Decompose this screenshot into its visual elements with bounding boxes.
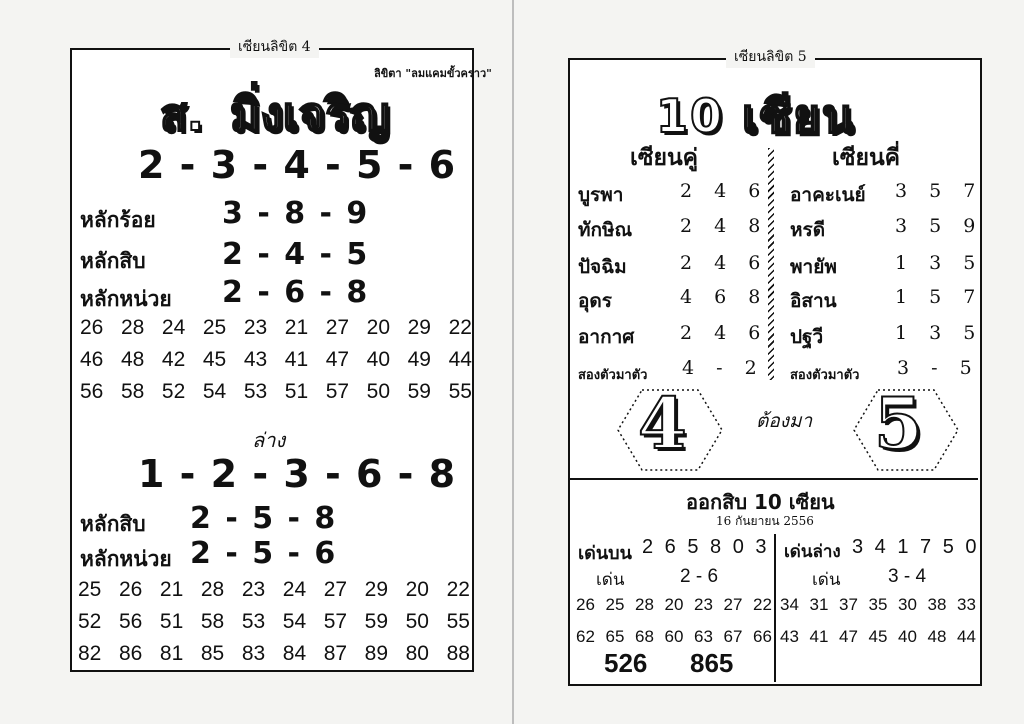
right-title: 10 เซียน — [656, 89, 856, 143]
lower-row-units-value: 2 - 5 - 6 — [190, 536, 338, 571]
grid-cell: 66 — [753, 627, 772, 646]
odd-row-name: หรดี — [790, 219, 826, 241]
grid-cell: 41 — [284, 348, 309, 371]
summary-date: 16 กันยายน 2556 — [716, 514, 814, 528]
lower-row-units-label: หลักหน่วย — [80, 547, 172, 571]
grid-cell: 29 — [364, 578, 389, 601]
pair-left-values: 4 - 2 — [682, 357, 765, 379]
grid-cell: 20 — [366, 316, 391, 339]
odd-row-values: 3 5 7 — [895, 180, 984, 202]
grid-cell: 89 — [364, 642, 389, 665]
summary-right-grid — [780, 590, 976, 652]
even-row-values: 4 6 8 — [680, 286, 769, 308]
grid-cell: 49 — [407, 348, 431, 371]
odd-row-values: 1 5 7 — [895, 286, 984, 308]
odd-header: เซียนคี่ — [832, 145, 901, 171]
upper-row-tens-value: 2 - 4 - 5 — [222, 237, 370, 272]
grid-cell: 43 — [243, 348, 268, 371]
grid-cell: 56 — [80, 380, 104, 403]
grid-cell: 53 — [243, 380, 268, 403]
grid-cell: 54 — [202, 380, 227, 403]
grid-cell: 28 — [635, 595, 654, 614]
upper-main-sequence: 2 - 3 - 4 - 5 - 6 — [138, 143, 457, 187]
summary-title: ออกสิบ 10 เซียน — [686, 490, 835, 514]
grid-cell: 82 — [78, 642, 102, 665]
summary-vertical-rule — [774, 534, 776, 682]
odd-row-name: พายัพ — [790, 256, 837, 278]
odd-row-values: 1 3 5 — [895, 322, 984, 344]
grid-cell: 83 — [241, 642, 266, 665]
grid-cell: 43 — [780, 627, 799, 646]
odd-row-values: 1 3 5 — [895, 252, 984, 274]
grid-cell: 44 — [448, 348, 472, 371]
grid-cell: 47 — [839, 627, 858, 646]
grid-cell: 26 — [80, 316, 104, 339]
bottom-digits: 3 4 1 7 5 0 — [852, 536, 980, 558]
must-come-label: ต้องมา — [756, 410, 813, 432]
grid-cell: 63 — [694, 627, 713, 646]
grid-cell: 57 — [325, 380, 350, 403]
even-row-values: 2 4 6 — [680, 180, 769, 202]
grid-cell: 56 — [118, 610, 143, 633]
grid-cell: 50 — [405, 610, 429, 633]
grid-cell: 29 — [407, 316, 431, 339]
top-digits: 2 6 5 8 0 3 — [642, 536, 770, 558]
grid-cell: 24 — [282, 578, 307, 601]
grid-cell: 20 — [664, 595, 684, 614]
grid-cell: 53 — [241, 610, 266, 633]
grid-cell: 48 — [120, 348, 145, 371]
grid-cell: 59 — [364, 610, 389, 633]
summary-top-rule — [570, 478, 978, 480]
upper-row-units-value: 2 - 6 - 8 — [222, 275, 370, 310]
grid-cell: 30 — [898, 595, 917, 614]
upper-row-tens-label: หลักสิบ — [80, 249, 146, 273]
bottom-pick-value: 3 - 4 — [888, 566, 927, 587]
grid-cell: 87 — [323, 642, 348, 665]
grid-cell: 23 — [694, 595, 713, 614]
bottom-pick-label: เด่น — [812, 570, 841, 590]
grid-cell: 60 — [664, 627, 684, 646]
grid-cell: 22 — [753, 595, 772, 614]
grid-cell: 51 — [284, 380, 309, 403]
top-pick-label: เด่น — [596, 570, 625, 590]
even-row-values: 2 4 6 — [680, 322, 769, 344]
even-row-values: 2 4 6 — [680, 252, 769, 274]
odd-row-name: อิสาน — [790, 290, 837, 312]
grid-cell: 25 — [605, 595, 625, 614]
grid-row — [780, 590, 976, 620]
grid-cell: 27 — [323, 578, 348, 601]
grid-cell: 81 — [159, 642, 184, 665]
grid-row — [78, 638, 470, 670]
grid-cell: 45 — [868, 627, 888, 646]
grid-cell: 40 — [366, 348, 391, 371]
grid-cell: 62 — [576, 627, 595, 646]
odd-row-name: ปฐวี — [790, 326, 824, 348]
grid-cell: 20 — [405, 578, 429, 601]
hex-left-number: 4 — [638, 382, 687, 465]
grid-cell: 38 — [927, 595, 947, 614]
grid-row — [78, 574, 470, 606]
grid-row — [80, 376, 472, 408]
grid-cell: 85 — [200, 642, 225, 665]
grid-cell: 55 — [446, 610, 470, 633]
grid-cell: 22 — [448, 316, 472, 339]
grid-cell: 25 — [78, 578, 102, 601]
bottom-label: เด่นล่าง — [784, 542, 841, 562]
grid-row — [80, 312, 472, 344]
grid-cell: 57 — [323, 610, 348, 633]
grid-cell: 48 — [927, 627, 947, 646]
triple-number: 865 — [690, 648, 734, 678]
grid-cell: 47 — [325, 348, 350, 371]
pair-right-values: 3 - 5 — [897, 357, 980, 379]
summary-left-grid — [576, 590, 772, 652]
grid-cell: 26 — [118, 578, 143, 601]
grid-cell: 34 — [780, 595, 799, 614]
grid-cell: 44 — [957, 627, 976, 646]
grid-cell: 52 — [161, 380, 186, 403]
even-row-name: ทักษิณ — [578, 219, 633, 241]
grid-cell: 31 — [809, 595, 829, 614]
lower-number-grid — [78, 574, 470, 670]
grid-cell: 41 — [809, 627, 829, 646]
page-divider — [512, 0, 514, 724]
grid-cell: 50 — [366, 380, 391, 403]
grid-cell: 65 — [605, 627, 625, 646]
pair-label-right: สองตัวมาตัว — [790, 368, 860, 383]
grid-cell: 68 — [635, 627, 654, 646]
grid-cell: 51 — [159, 610, 184, 633]
upper-row-hundreds-value: 3 - 8 - 9 — [222, 196, 370, 231]
grid-cell: 46 — [80, 348, 104, 371]
top-label: เด่นบน — [578, 543, 632, 564]
grid-cell: 21 — [284, 316, 309, 339]
grid-cell: 22 — [446, 578, 470, 601]
grid-row — [78, 606, 470, 638]
upper-row-units-label: หลักหน่วย — [80, 287, 172, 311]
grid-cell: 21 — [159, 578, 184, 601]
grid-cell: 45 — [202, 348, 227, 371]
lower-section-label: ล่าง — [252, 428, 286, 452]
grid-cell: 40 — [898, 627, 917, 646]
grid-cell: 58 — [200, 610, 225, 633]
even-row-name: อากาศ — [578, 326, 635, 348]
grid-cell: 25 — [202, 316, 227, 339]
hex-right-number: 5 — [874, 382, 923, 465]
even-row-name: บูรพา — [578, 184, 624, 206]
odd-row-values: 3 5 9 — [895, 215, 984, 237]
right-page-label: เซียนลิขิต 5 — [726, 46, 815, 68]
column-divider — [768, 148, 774, 380]
lower-row-tens-label: หลักสิบ — [80, 512, 146, 536]
grid-cell: 52 — [78, 610, 102, 633]
grid-cell: 55 — [448, 380, 472, 403]
grid-cell: 58 — [120, 380, 145, 403]
grid-cell: 54 — [282, 610, 307, 633]
title-prefix: ส. — [160, 90, 204, 141]
grid-row — [80, 344, 472, 376]
grid-cell: 24 — [161, 316, 186, 339]
upper-row-hundreds-label: หลักร้อย — [80, 208, 156, 232]
upper-number-grid — [80, 312, 472, 408]
pair-label-left: สองตัวมาตัว — [578, 368, 648, 383]
grid-cell: 23 — [241, 578, 266, 601]
credit-line: ลิขิตา "ลมแคมขั้วคราว" — [374, 67, 492, 80]
lower-main-sequence: 1 - 2 - 3 - 6 - 8 — [138, 452, 457, 496]
grid-cell: 84 — [282, 642, 307, 665]
grid-cell: 28 — [200, 578, 225, 601]
grid-cell: 35 — [868, 595, 888, 614]
grid-cell: 42 — [161, 348, 186, 371]
triple-number: 526 — [604, 648, 648, 678]
even-row-name: ปัจฉิม — [578, 256, 627, 278]
even-row-name: อุดร — [578, 290, 612, 312]
even-header: เซียนคู่ — [630, 145, 699, 171]
left-title: มิ่งเจริญ — [230, 87, 390, 141]
grid-cell: 37 — [839, 595, 858, 614]
top-pick-value: 2 - 6 — [680, 566, 719, 587]
grid-cell: 67 — [723, 627, 743, 646]
left-page-label: เซียนลิขิต 4 — [230, 36, 319, 58]
grid-row — [576, 590, 772, 620]
grid-row — [780, 622, 976, 652]
grid-cell: 80 — [405, 642, 429, 665]
grid-cell: 23 — [243, 316, 268, 339]
grid-cell: 27 — [325, 316, 350, 339]
grid-cell: 86 — [118, 642, 143, 665]
grid-cell: 33 — [957, 595, 976, 614]
grid-cell: 59 — [407, 380, 431, 403]
grid-cell: 27 — [723, 595, 743, 614]
lower-row-tens-value: 2 - 5 - 8 — [190, 501, 338, 536]
odd-row-name: อาคะเนย์ — [790, 184, 866, 206]
grid-cell: 88 — [446, 642, 470, 665]
even-row-values: 2 4 8 — [680, 215, 769, 237]
grid-cell: 26 — [576, 595, 595, 614]
grid-cell: 28 — [120, 316, 145, 339]
